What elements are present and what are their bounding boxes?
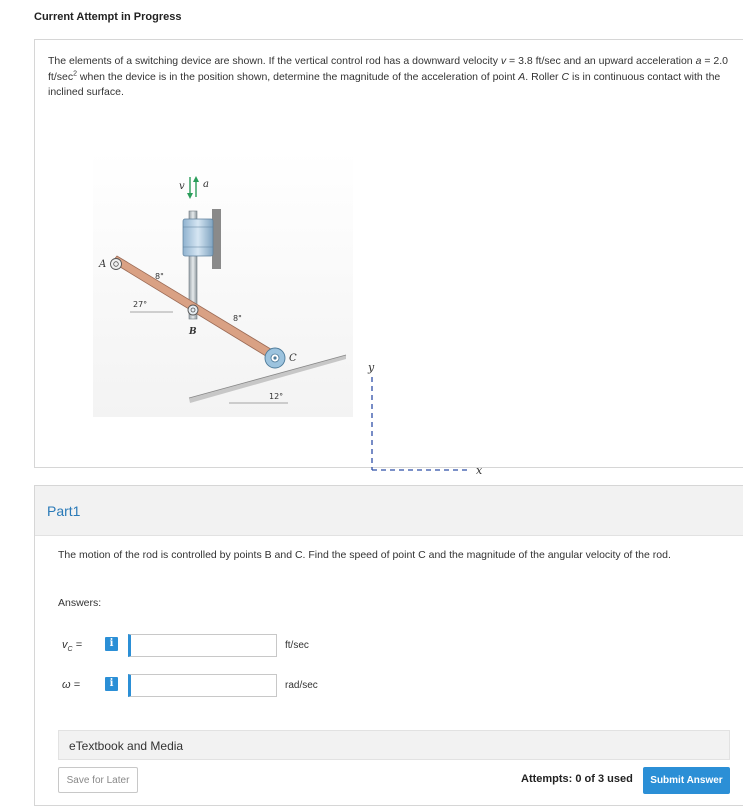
problem-point-c: C — [561, 70, 570, 83]
part-question-text: The motion of the rod is controlled by points B and C. Find the speed of point C and the magnitude of the angular velocity of the rod. — [58, 549, 671, 561]
coordinate-axes — [366, 361, 496, 479]
roller-c-axle — [273, 356, 276, 359]
attempt-status-title: Current Attempt in Progress — [34, 11, 182, 23]
problem-statement-panel — [34, 39, 743, 477]
problem-text-part: = 2.0 ft/sec — [48, 55, 728, 83]
omega-answer-input[interactable] — [128, 674, 277, 697]
omega-unit-label: rad/sec — [285, 680, 318, 691]
angle-surface-label: 12° — [269, 392, 284, 401]
label-point-c: C — [289, 353, 297, 364]
problem-text-part: The elements of a switching device are shown. If the vertical control rod has a downward velocity — [48, 55, 501, 67]
wall — [212, 209, 221, 269]
problem-text-part: . Roller — [525, 70, 562, 83]
problem-point-a: A — [518, 70, 526, 83]
answers-label: Answers: — [58, 597, 102, 609]
axis-label-x: x — [476, 464, 483, 477]
figure-background — [93, 151, 353, 417]
problem-superscript: 2 — [73, 70, 77, 77]
label-point-a: A — [99, 259, 107, 270]
part-header — [35, 486, 743, 536]
answer-variable-omega — [62, 679, 96, 691]
info-icon[interactable]: i — [105, 637, 118, 651]
etextbook-media-section[interactable] — [58, 730, 730, 760]
pin-a — [111, 259, 122, 270]
part-1-panel — [34, 485, 743, 806]
variable-subscript: C — [67, 646, 73, 654]
save-for-later-button[interactable]: Save for Later — [58, 767, 138, 793]
problem-symbol-a: a — [695, 55, 702, 67]
answer-variable-vc — [62, 639, 96, 653]
variable-symbol: ω — [62, 679, 71, 691]
problem-symbol-v: v — [500, 55, 507, 67]
angle-rod-label: 27° — [133, 300, 148, 309]
attempts-counter: Attempts: 0 of 3 used — [521, 773, 633, 785]
variable-equals: = — [70, 679, 81, 691]
label-a: a — [203, 179, 209, 190]
submit-answer-button[interactable]: Submit Answer — [643, 767, 730, 794]
vc-answer-input[interactable] — [128, 634, 277, 657]
axis-label-y: y — [368, 361, 375, 374]
problem-text — [48, 54, 738, 101]
label-v: v — [179, 181, 185, 192]
dimension-ab: 8" — [155, 272, 164, 281]
pin-b — [188, 305, 198, 315]
dimension-bc: 8" — [233, 314, 242, 323]
label-point-b: B — [189, 327, 197, 337]
variable-symbol: v — [62, 639, 68, 651]
switching-device-figure — [93, 151, 353, 417]
problem-text-part: = 3.8 ft/sec and an upward acceleration — [506, 55, 696, 67]
info-icon[interactable]: i — [105, 677, 118, 691]
etextbook-media-label: eTextbook and Media — [69, 739, 184, 753]
vc-unit-label: ft/sec — [285, 640, 309, 651]
part-label: Part1 — [47, 503, 81, 519]
problem-text-part: is in continuous contact with the inclined surface. — [48, 70, 721, 98]
variable-equals: = — [72, 639, 83, 651]
problem-text-part: when the device is in the position shown, determine the magnitude of the acceleration of point — [77, 70, 519, 83]
guide-sleeve — [183, 219, 213, 256]
